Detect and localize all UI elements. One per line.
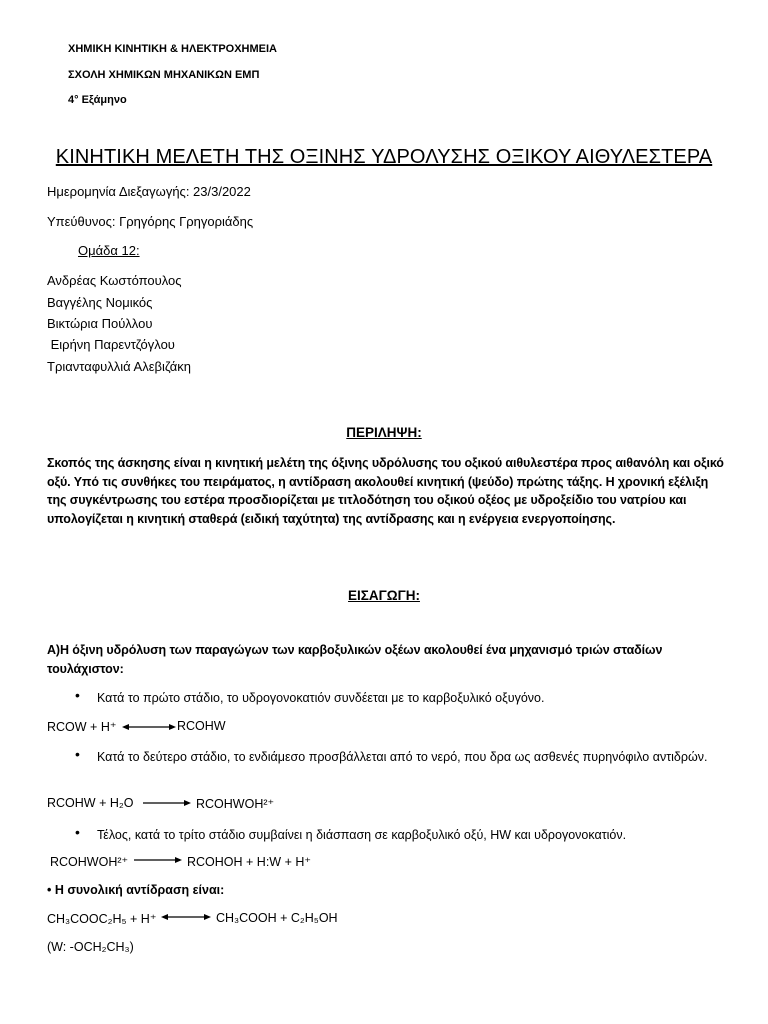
bullet-1-dot: •	[75, 687, 80, 703]
document-title: ΚΙΝΗΤΙΚΗ ΜΕΛΕΤΗ ΤΗΣ ΟΞΙΝΗΣ ΥΔΡΟΛΥΣΗΣ ΟΞΙΚΟΥ ΑΙΘΥΛΕΣΤΕΡΑ	[55, 146, 713, 168]
member-3: Βικτώρια Πούλλου	[47, 316, 153, 331]
group-label: Ομάδα 12:	[78, 243, 140, 258]
eq2-forward-arrow	[143, 796, 191, 810]
eq4-reactants: CH₃COOC₂H₅ + H⁺	[47, 912, 157, 926]
overall-reaction-label: • Η συνολική αντίδραση είναι:	[47, 883, 225, 897]
eq1-products: RCOHW	[177, 719, 226, 733]
eq4-equilibrium-arrow	[161, 910, 211, 924]
member-4: Ειρήνη Παρεντζόγλου	[47, 337, 175, 352]
ligand-note: (W: -OCH₂CH₃)	[47, 940, 134, 954]
eq1-equilibrium-arrow	[122, 720, 176, 734]
eq3-products: RCOHOH + H:W + H⁺	[187, 855, 311, 869]
intro-text	[47, 641, 727, 678]
bullet-1-text: Κατά το πρώτο στάδιο, το υδρογονοκατιόν συνδέεται με το καρβοξυλικό οξυγόνο.	[97, 691, 545, 705]
bullet-2-text: Κατά το δεύτερο στάδιο, το ενδιάμεσο προσβάλλεται από το νερό, που δρα ως ασθενές πυρηνόφιλο αντιδρών.	[97, 750, 708, 764]
school-name: ΣΧΟΛΗ ΧΗΜΙΚΩΝ ΜΗΧΑΝΙΚΩΝ ΕΜΠ	[68, 69, 260, 81]
eq3-reactants: RCOHWOH²⁺	[50, 855, 129, 869]
eq4-products: CH₃COOH + C₂H₅OH	[216, 911, 338, 925]
semester: 4° Εξάμηνο	[68, 94, 127, 106]
summary-text: Σκοπός της άσκησης είναι η κινητική μελέτη της όξινης υδρόλυσης του οξικού αιθυλεστέρα προς αιθανόλη και οξικό οξύ. Υπό τις συνθήκες του πειράματος, η αντίδραση ακολουθεί κινητική (ψεύδο) πρώτης τάξης. Η χρονική εξέλιξη της συγκέντρωσης του εστέρα προσδιορίζεται με τιτλοδότηση του οξικού οξέος με υδροξείδιο του νατρίου και υπολογίζεται η κινητική σταθερά (ειδική ταχύτητα) της αντίδρασης και η ενέργεια ενεργοποίησης.	[47, 456, 724, 526]
experiment-date: Ημερομηνία Διεξαγωγής: 23/3/2022	[47, 184, 251, 199]
bullet-3-text: Τέλος, κατά το τρίτο στάδιο συμβαίνει η διάσπαση σε καρβοξυλικό οξύ, HW και υδρογονοκατιόν.	[97, 828, 627, 842]
intro-paragraph: Α)Η όξινη υδρόλυση των παραγώγων των καρβοξυλικών οξέων ακολουθεί ένα μηχανισμό τριών σταδίων τουλάχιστον:	[47, 643, 663, 676]
supervisor: Υπεύθυνος: Γρηγόρης Γρηγοριάδης	[47, 214, 254, 229]
bullet-2-dot: •	[75, 746, 80, 762]
member-1: Ανδρέας Κωστόπουλος	[47, 273, 182, 288]
summary-heading: ΠΕΡΙΛΗΨΗ:	[346, 425, 422, 440]
eq1-reactants: RCOW + H⁺	[47, 720, 117, 734]
eq2-products: RCOHWOH²⁺	[196, 797, 275, 811]
member-5: Τριανταφυλλιά Αλεβιζάκη	[47, 359, 191, 374]
course-title: ΧΗΜΙΚΗ ΚΙΝΗΤΙΚΗ & ΗΛΕΚΤΡΟΧΗΜΕΙΑ	[68, 43, 278, 55]
member-2: Βαγγέλης Νομικός	[47, 295, 153, 310]
intro-heading: ΕΙΣΑΓΩΓΗ:	[348, 588, 420, 603]
eq2-reactants: RCOHW + H₂O	[47, 796, 134, 810]
eq3-forward-arrow	[134, 853, 182, 867]
bullet-3-dot: •	[75, 824, 80, 840]
